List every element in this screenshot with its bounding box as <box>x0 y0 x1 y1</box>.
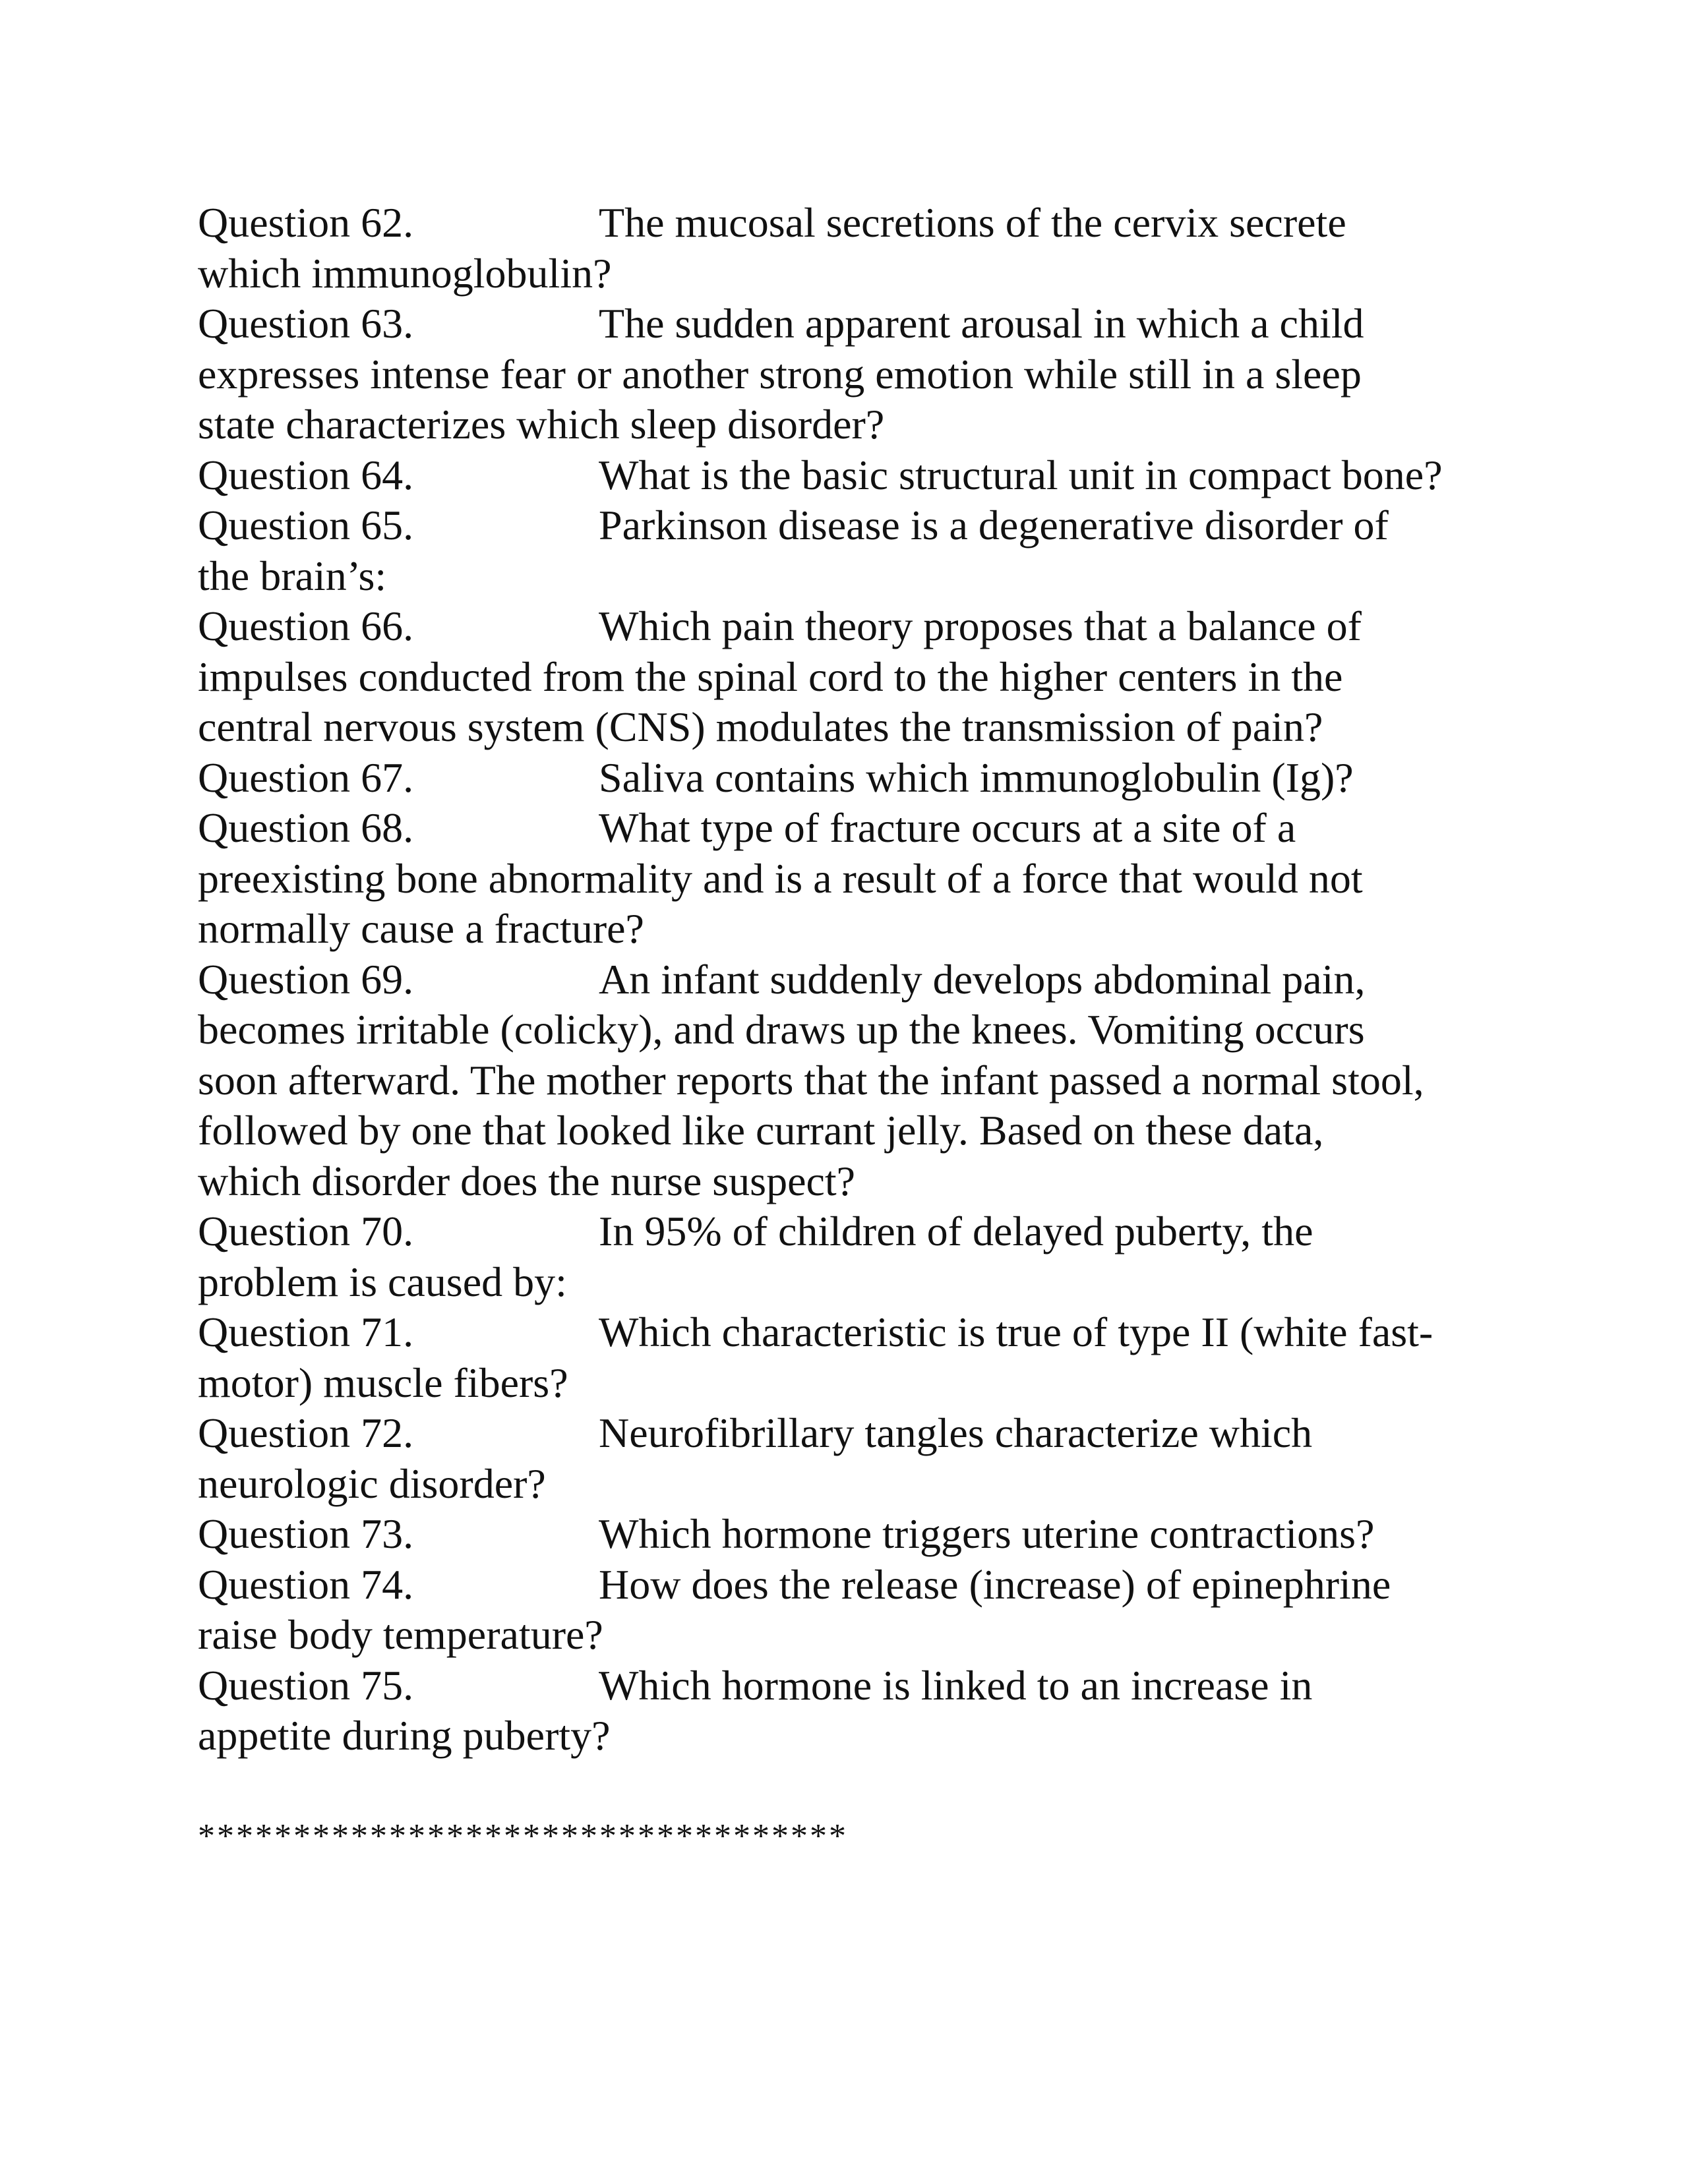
question-65 <box>198 500 1490 601</box>
question-62 <box>198 198 1490 299</box>
question-66 <box>198 601 1490 753</box>
question-text: Parkinson disease is a degenerative disorder of the brain’s: <box>198 502 1389 599</box>
question-label: Question 67. <box>198 753 414 801</box>
question-74 <box>198 1560 1490 1661</box>
question-label: Question 63. <box>198 300 414 347</box>
question-text: The mucosal secretions of the cervix secrete which immunoglobulin? <box>198 199 1346 297</box>
question-text: What is the basic structural unit in compact bone? <box>599 451 1443 498</box>
question-text: Saliva contains which immunoglobulin (Ig)? <box>599 753 1354 801</box>
question-text: Which hormone triggers uterine contractions? <box>599 1510 1375 1557</box>
question-label: Question 64. <box>198 451 414 498</box>
question-label: Question 62. <box>198 199 414 246</box>
question-text: In 95% of children of delayed puberty, the problem is caused by: <box>198 1208 1313 1305</box>
question-label: Question 66. <box>198 603 414 649</box>
question-text: Which hormone is linked to an increase in appetite during puberty? <box>198 1661 1313 1759</box>
question-71 <box>198 1307 1490 1408</box>
question-70 <box>198 1206 1490 1307</box>
question-text: Which pain theory proposes that a balance of impulses conducted from the spinal cord to the higher centers in the central nervous system (CNS) modulates the transmission of pain? <box>198 603 1362 750</box>
question-64 <box>198 450 1490 501</box>
question-text: How does the release (increase) of epinephrine raise body temperature? <box>198 1560 1391 1658</box>
question-label: Question 74. <box>198 1560 414 1608</box>
question-list <box>198 198 1490 1761</box>
question-67 <box>198 753 1490 804</box>
question-label: Question 65. <box>198 502 414 548</box>
question-label: Question 68. <box>198 804 414 851</box>
question-text: Neurofibrillary tangles characterize which neurologic disorder? <box>198 1409 1313 1507</box>
question-69 <box>198 955 1490 1207</box>
question-text: An infant suddenly develops abdominal pain, becomes irritable (colicky), and draws up the knees. Vomiting occurs soon afterward. The mother reports that the infant passed a normal stool, followed by one that looked like currant jelly. Based on these data, which disorder does the nurse suspect? <box>198 955 1424 1204</box>
question-text: The sudden apparent arousal in which a child expresses intense fear or another strong emotion while still in a sleep state characterizes which sleep disorder? <box>198 300 1364 448</box>
question-label: Question 73. <box>198 1510 414 1557</box>
question-label: Question 70. <box>198 1208 414 1254</box>
question-73 <box>198 1509 1490 1560</box>
question-label: Question 72. <box>198 1409 414 1456</box>
question-label: Question 71. <box>198 1309 414 1355</box>
question-text: Which characteristic is true of type II (white fast- motor) muscle fibers? <box>198 1309 1433 1406</box>
question-text: What type of fracture occurs at a site of a preexisting bone abnormality and is a result of a force that would not normally cause a fracture? <box>198 804 1363 952</box>
question-68 <box>198 803 1490 955</box>
question-label: Question 75. <box>198 1661 414 1709</box>
question-63 <box>198 299 1490 450</box>
question-label: Question 69. <box>198 955 414 1003</box>
question-75 <box>198 1661 1490 1761</box>
asterisk-separator: ********************************** <box>198 1817 848 1855</box>
question-72 <box>198 1408 1490 1509</box>
